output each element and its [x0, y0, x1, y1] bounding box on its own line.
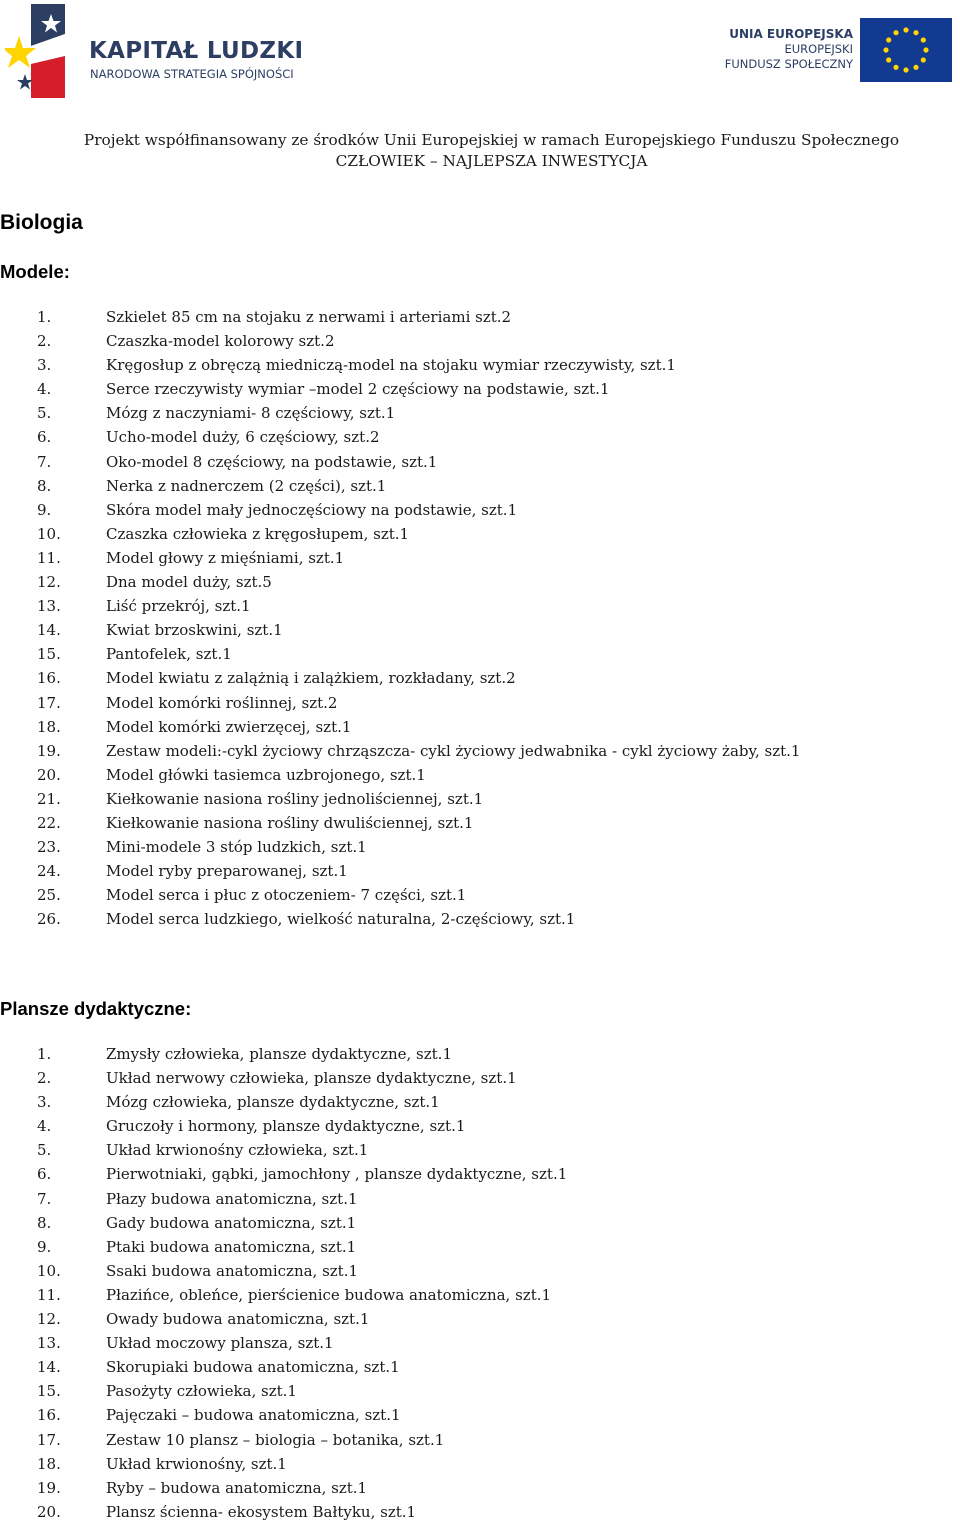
list-item-text: Serce rzeczywisty wymiar –model 2 częściowy na podstawie, szt.1	[106, 380, 610, 399]
list-item-number: 6.	[37, 428, 52, 447]
section-title: Biologia	[0, 211, 83, 234]
list-item-text: Plansz ścienna- ekosystem Bałtyku, szt.1	[106, 1502, 417, 1521]
list-item-text: Zmysły człowieka, plansze dydaktyczne, szt.1	[106, 1045, 452, 1063]
project-statement	[0, 130, 960, 172]
list-item-number: 2.	[37, 332, 52, 351]
list-item-number: 13.	[37, 1334, 61, 1353]
list-item-text: Model kwiatu z zalążnią i zalążkiem, rozkładany, szt.2	[106, 669, 516, 688]
list-item-text: Zestaw modeli:-cykl życiowy chrząszcza- cykl życiowy jedwabnika - cykl życiowy żaby, szt.1	[106, 741, 801, 760]
list-item-text: Gady budowa anatomiczna, szt.1	[106, 1213, 357, 1232]
list-item-text: Mini-modele 3 stóp ludzkich, szt.1	[106, 838, 367, 857]
list-item-text: Układ moczowy plansza, szt.1	[106, 1334, 334, 1353]
eu-logo-line3: FUNDUSZ SPOŁECZNY	[724, 57, 853, 71]
models-heading: Modele:	[0, 261, 70, 282]
list-item-number: 1.	[37, 308, 52, 326]
list-item-number: 14.	[37, 1358, 61, 1377]
list-item-text: Liść przekrój, szt.1	[106, 597, 251, 616]
list-item-number: 10.	[37, 1261, 61, 1280]
list-item-number: 5.	[37, 1141, 52, 1160]
eu-flag-icon	[860, 18, 952, 82]
list-item-text: Oko-model 8 częściowy, na podstawie, szt.1	[106, 452, 438, 471]
list-item-number: 12.	[37, 1310, 61, 1329]
list-item-number: 25.	[37, 886, 61, 905]
list-item-number: 15.	[37, 1382, 61, 1401]
list-item-text: Kręgosłup z obręczą miedniczą-model na stojaku wymiar rzeczywisty, szt.1	[106, 356, 676, 375]
list-item-text: Ucho-model duży, 6 częściowy, szt.2	[106, 428, 380, 447]
list-item-number: 5.	[37, 404, 52, 423]
list-item-text: Skorupiaki budowa anatomiczna, szt.1	[106, 1358, 400, 1377]
list-item-number: 2.	[37, 1069, 52, 1088]
list-item-text: Model głowy z mięśniami, szt.1	[106, 548, 345, 567]
list-item-number: 17.	[37, 1430, 61, 1449]
list-item-text: Gruczoły i hormony, plansze dydaktyczne, szt.1	[106, 1117, 466, 1136]
list-item-number: 16.	[37, 1406, 61, 1425]
list-item-number: 15.	[37, 645, 61, 664]
list-item-text: Układ nerwowy człowieka, plansze dydaktyczne, szt.1	[106, 1069, 517, 1088]
list-item-number: 3.	[37, 1093, 52, 1112]
list-item-number: 8.	[37, 1213, 52, 1232]
list-item-text: Ptaki budowa anatomiczna, szt.1	[106, 1237, 357, 1256]
list-item-text: Zestaw 10 plansz – biologia – botanika, szt.1	[106, 1430, 445, 1449]
eu-logo-text	[725, 27, 853, 72]
list-item-text: Pierwotniaki, gąbki, jamochłony , plansze dydaktyczne, szt.1	[106, 1165, 568, 1184]
list-item-text: Czaszka-model kolorowy szt.2	[106, 332, 335, 351]
list-item-number: 11.	[37, 548, 61, 567]
list-item-text: Płazińce, obleńce, pierścienice budowa anatomiczna, szt.1	[106, 1285, 552, 1304]
list-item-number: 7.	[37, 452, 52, 471]
eu-logo-line1: UNIA EUROPEJSKA	[729, 27, 853, 41]
list-item-number: 12.	[37, 573, 61, 592]
list-item-number: 26.	[37, 910, 61, 929]
list-item-number: 16.	[37, 669, 61, 688]
list-item-text: Dna model duży, szt.5	[106, 573, 272, 592]
list-item-text: Model serca ludzkiego, wielkość naturalna, 2-częściowy, szt.1	[106, 910, 576, 929]
list-item-number: 19.	[37, 1478, 61, 1497]
list-item-number: 18.	[37, 717, 61, 736]
list-item-number: 20.	[37, 765, 61, 784]
list-item-number: 7.	[37, 1189, 52, 1208]
list-item-number: 9.	[37, 1237, 52, 1256]
eu-logo-line2: EUROPEJSKI	[784, 42, 853, 56]
list-item-text: Kiełkowanie nasiona rośliny jednoliściennej, szt.1	[106, 789, 484, 808]
list-item-text: Czaszka człowieka z kręgosłupem, szt.1	[106, 524, 410, 543]
list-item-text: Model komórki roślinnej, szt.2	[106, 693, 338, 712]
kapital-ludzki-title: KAPITAŁ LUDZKI	[89, 38, 304, 64]
list-item-text: Skóra model mały jednoczęściowy na podstawie, szt.1	[106, 500, 518, 519]
project-statement-line1: Projekt współfinansowany ze środków Unii Europejskiej w ramach Europejskiego Funduszu Społecznego	[83, 131, 900, 149]
list-item-number: 8.	[37, 476, 52, 495]
list-item-number: 14.	[37, 621, 61, 640]
list-item-text: Kiełkowanie nasiona rośliny dwuliściennej, szt.1	[106, 813, 474, 832]
list-item-number: 6.	[37, 1165, 52, 1184]
list-item-text: Układ krwionośny człowieka, szt.1	[106, 1141, 369, 1160]
list-item-text: Nerka z nadnerczem (2 części), szt.1	[106, 476, 387, 495]
list-item-text: Układ krwionośny, szt.1	[106, 1454, 287, 1473]
list-item-text: Model serca i płuc z otoczeniem- 7 części, szt.1	[106, 886, 467, 905]
list-item-text: Owady budowa anatomiczna, szt.1	[106, 1310, 370, 1329]
eu-logo	[700, 18, 956, 82]
list-item-text: Ssaki budowa anatomiczna, szt.1	[106, 1261, 359, 1280]
project-statement-line2: CZŁOWIEK – NAJLEPSZA INWESTYCJA	[335, 152, 648, 170]
page-header	[0, 0, 960, 110]
kapital-ludzki-subtitle: NARODOWA STRATEGIA SPÓJNOŚCI	[90, 67, 294, 81]
list-item-text: Pasożyty człowieka, szt.1	[106, 1382, 297, 1401]
list-item-text: Szkielet 85 cm na stojaku z nerwami i arteriami szt.2	[106, 308, 512, 326]
kapital-ludzki-logo	[5, 4, 305, 100]
list-item-number: 19.	[37, 741, 61, 760]
list-item-text: Pantofelek, szt.1	[106, 645, 232, 664]
list-item-number: 4.	[37, 380, 52, 399]
list-item-number: 1.	[37, 1045, 52, 1063]
list-item-text: Pajęczaki – budowa anatomiczna, szt.1	[106, 1406, 401, 1425]
list-item-number: 10.	[37, 524, 61, 543]
list-item-number: 3.	[37, 356, 52, 375]
list-item-number: 11.	[37, 1285, 61, 1304]
list-item-text: Mózg człowieka, plansze dydaktyczne, szt.1	[106, 1093, 440, 1112]
plansze-heading: Plansze dydaktyczne:	[0, 998, 192, 1019]
list-item-text: Płazy budowa anatomiczna, szt.1	[106, 1189, 358, 1208]
list-item-number: 23.	[37, 838, 61, 857]
kapital-ludzki-flag-icon	[5, 4, 73, 100]
list-item-number: 20.	[37, 1502, 61, 1521]
list-item-text: Model ryby preparowanej, szt.1	[106, 862, 348, 881]
list-item-text: Model komórki zwierzęcej, szt.1	[106, 717, 352, 736]
list-item-text: Model główki tasiemca uzbrojonego, szt.1	[106, 765, 426, 784]
list-item-number: 13.	[37, 597, 61, 616]
list-item-number: 21.	[37, 789, 61, 808]
list-item-number: 4.	[37, 1117, 52, 1136]
list-item-number: 17.	[37, 693, 61, 712]
list-item-text: Mózg z naczyniami- 8 częściowy, szt.1	[106, 404, 396, 423]
list-item-number: 9.	[37, 500, 52, 519]
list-item-number: 24.	[37, 862, 61, 881]
list-item-text: Ryby – budowa anatomiczna, szt.1	[106, 1478, 368, 1497]
list-item-number: 22.	[37, 813, 61, 832]
list-item-text: Kwiat brzoskwini, szt.1	[106, 621, 283, 640]
list-item-number: 18.	[37, 1454, 61, 1473]
